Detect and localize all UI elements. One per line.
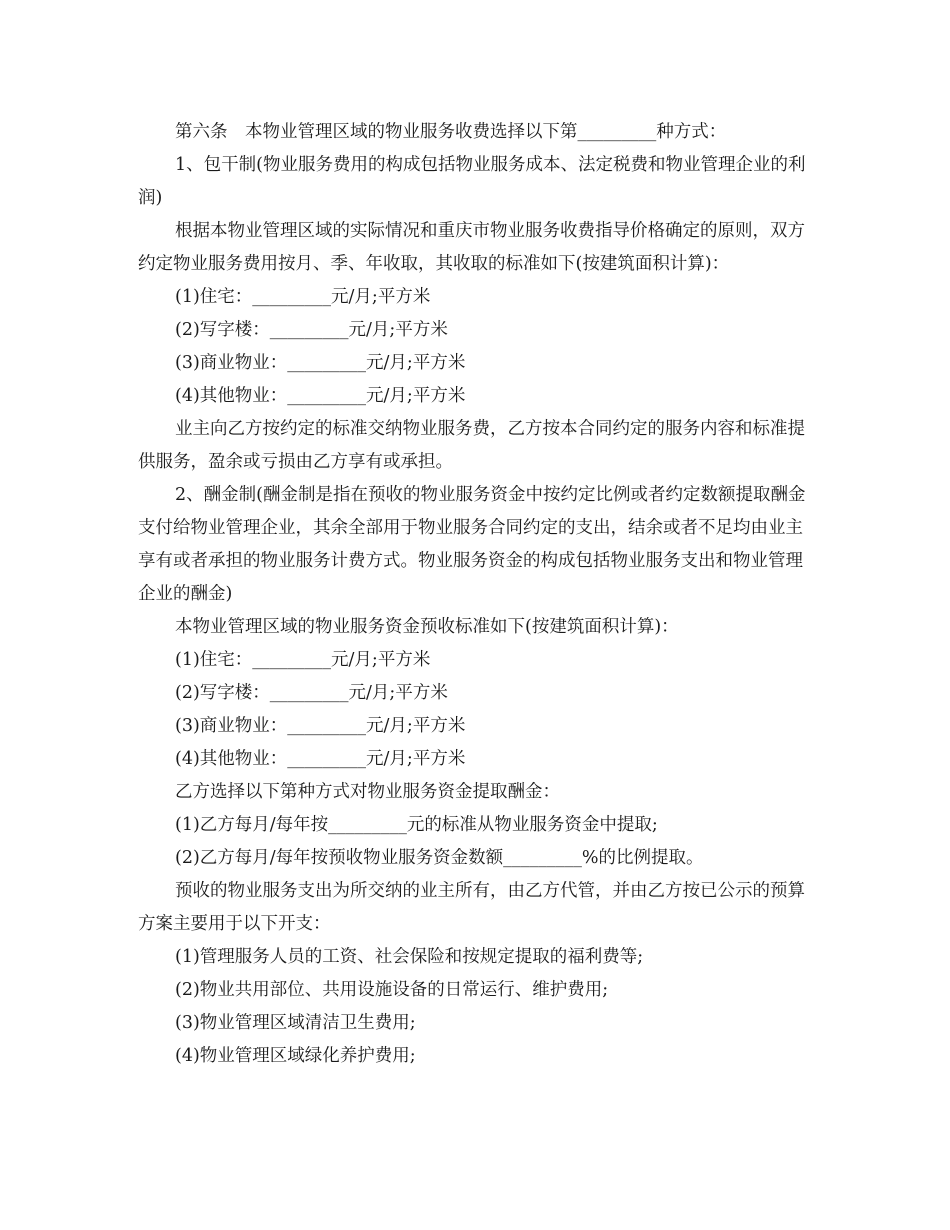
paragraph-lump-sum-residential: (1)住宅：_________元/月;平方米: [175, 287, 431, 307]
paragraph-commission-other: (4)其他物业：_________元/月;平方米: [175, 749, 466, 769]
paragraph-commission-fixed: (1)乙方每月/每年按_________元的标准从物业服务资金中提取;: [175, 815, 658, 835]
paragraph-commission-system: 2、酬金制(酬金制是指在预收的物业服务资金中按约定比例或者约定数额提取酬金支付给物业管理企业，其余全部用于物业服务合同约定的支出，结余或者不足均由业主享有或者承担的物业服务计费方式。物业服务资金的构成包括物业服务支出和物业管理企业的酬金): [138, 485, 806, 604]
paragraph-expense-maintenance: (2)物业共用部位、共用设施设备的日常运行、维护费用;: [175, 980, 609, 1000]
paragraph-commission-commercial: (3)商业物业：_________元/月;平方米: [175, 716, 466, 736]
paragraph-expense-cleaning: (3)物业管理区域清洁卫生费用;: [175, 1013, 416, 1033]
document-body: [138, 116, 818, 1073]
paragraph-commission-standard: 本物业管理区域的物业服务资金预收标准如下(按建筑面积计算)：: [175, 617, 679, 637]
paragraph-lump-sum-office: (2)写字楼：_________元/月;平方米: [175, 320, 448, 340]
paragraph-lump-sum-other: (4)其他物业：_________元/月;平方米: [175, 386, 466, 406]
paragraph-lump-sum-system: 1、包干制(物业服务费用的构成包括物业服务成本、法定税费和物业管理企业的利润): [138, 155, 806, 208]
paragraph-expense-greening: (4)物业管理区域绿化养护费用;: [175, 1046, 416, 1066]
paragraph-commission-method: 乙方选择以下第种方式对物业服务资金提取酬金：: [175, 782, 560, 802]
paragraph-expense-wages: (1)管理服务人员的工资、社会保险和按规定提取的福利费等;: [175, 947, 644, 967]
paragraph-lump-sum-commercial: (3)商业物业：_________元/月;平方米: [175, 353, 466, 373]
paragraph-lump-sum-obligation: 业主向乙方按约定的标准交纳物业服务费，乙方按本合同约定的服务内容和标准提供服务，盈余或亏损由乙方享有或承担。: [138, 419, 805, 472]
paragraph-commission-residential: (1)住宅：_________元/月;平方米: [175, 650, 431, 670]
paragraph-commission-office: (2)写字楼：_________元/月;平方米: [175, 683, 448, 703]
paragraph-article-6: 第六条 本物业管理区域的物业服务收费选择以下第_________种方式：: [175, 122, 727, 142]
paragraph-lump-sum-basis: 根据本物业管理区域的实际情况和重庆市物业服务收费指导价格确定的原则，双方约定物业服务费用按月、季、年收取，其收取的标准如下(按建筑面积计算)：: [138, 221, 805, 274]
paragraph-expense-budget: 预收的物业服务支出为所交纳的业主所有，由乙方代管，并由乙方按已公示的预算方案主要用于以下开支：: [138, 881, 805, 934]
paragraph-commission-percentage: (2)乙方每月/每年按预收物业服务资金数额_________%的比例提取。: [175, 848, 704, 868]
